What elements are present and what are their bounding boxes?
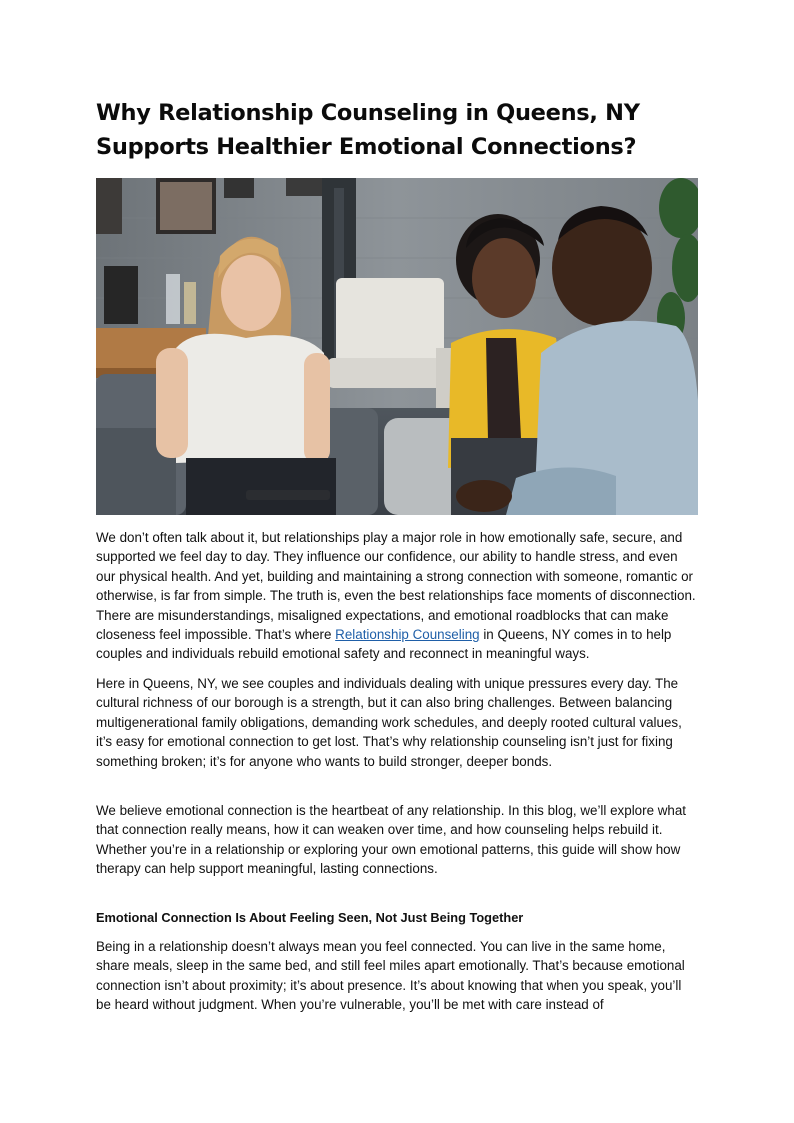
section-heading — [96, 908, 698, 927]
counseling-session-illustration — [96, 178, 698, 515]
queens-paragraph-text: Here in Queens, NY, we see couples and individuals dealing with unique pressures every day. The cultural richness of our borough is a strength, but it can also bring challenges. Between balancing multigenerational family obligations, demanding work schedules, and deeply rooted cultural values, it’s easy for emotional connection to get lost. That’s why relationship counseling isn’t just for fixing something broken; it’s for anyone who wants to build stronger, deeper bonds. — [96, 676, 682, 769]
queens-paragraph — [96, 674, 698, 771]
intro-text-before-link: We don’t often talk about it, but relationships play a major role in how emotionally safe, secure, and supported we feel day to day. They influence our confidence, our ability to handle stress, and even our physical health. And yet, building and maintaining a strong connection with someone, romantic or otherwise, is far from simple. The truth is, even the best relationships face moments of disconnection. There are misunderstandings, misaligned expectations, and emotional roadblocks that can make closeness feel impossible. That’s where — [96, 530, 696, 643]
section-paragraph — [96, 937, 698, 1015]
blog-intro-paragraph-text: We believe emotional connection is the heartbeat of any relationship. In this blog, we’ll explore what that connection really means, how it can weaken over time, and how counseling helps rebuild it. Whether you’re in a relationship or exploring your own emotional patterns, this guide will show how therapy can help support meaningful, lasting connections. — [96, 803, 687, 877]
page-title: Why Relationship Counseling in Queens, NY Supports Healthier Emotional Connections? — [96, 100, 640, 160]
intro-text-after-link: in Queens, NY comes in to help couples and individuals rebuild emotional safety and reconnect in meaningful ways. — [96, 627, 672, 662]
document-header — [96, 96, 698, 164]
blog-intro-paragraph — [96, 801, 698, 879]
intro-paragraph — [96, 528, 698, 664]
section-heading-text: Emotional Connection Is About Feeling Seen, Not Just Being Together — [96, 910, 524, 925]
section-paragraph-text: Being in a relationship doesn’t always mean you feel connected. You can live in the same home, share meals, sleep in the same bed, and still feel miles apart emotionally. That’s because emotional connection isn’t about proximity; it’s about presence. It’s about knowing that when you speak, you’ll be heard without judgment. When you’re vulnerable, you’ll be met with care instead of — [96, 939, 685, 1013]
relationship-counseling-link[interactable]: Relationship Counseling — [335, 627, 480, 643]
hero-photo — [96, 178, 698, 515]
